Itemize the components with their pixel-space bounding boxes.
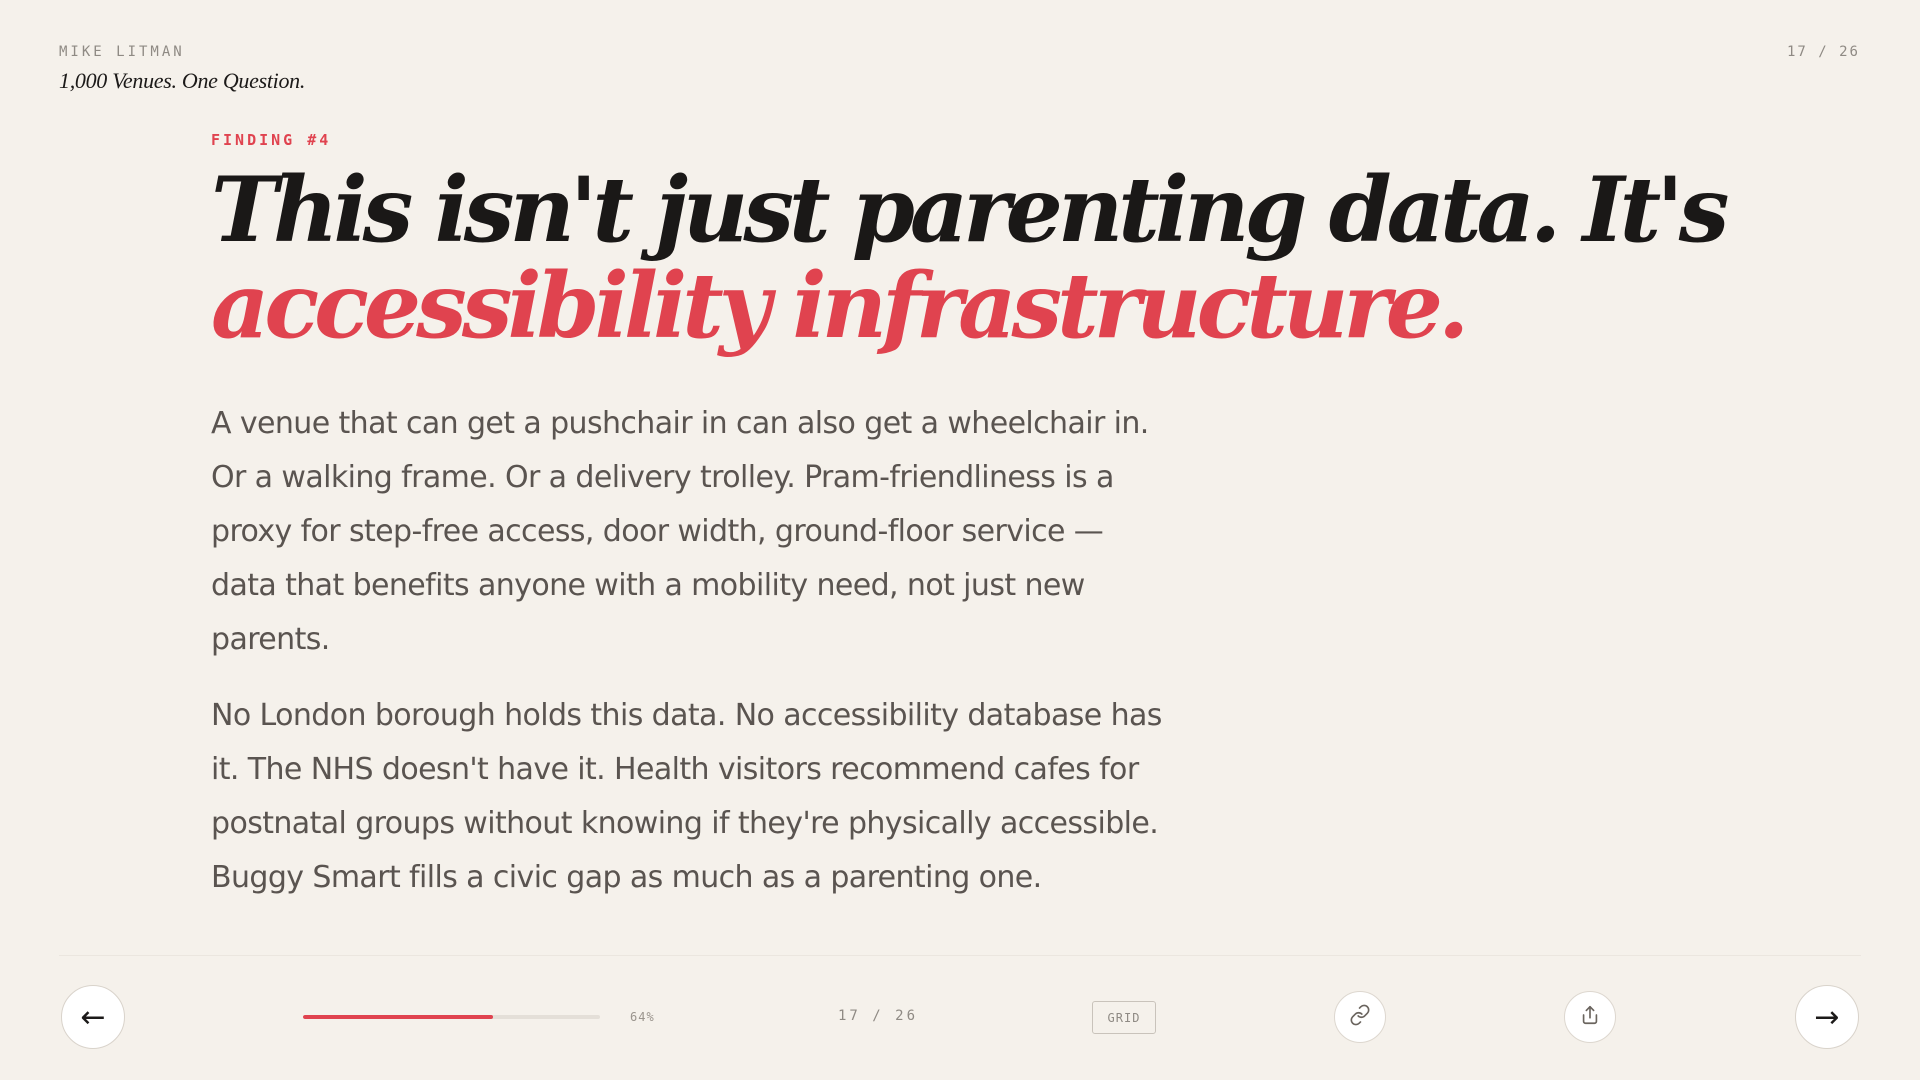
deck-title: 1,000 Venues. One Question. xyxy=(59,68,306,93)
progress-percent: 64% xyxy=(630,1010,655,1024)
footer-divider xyxy=(59,955,1861,956)
progress-bar-fill xyxy=(303,1015,493,1019)
slide-headline xyxy=(211,157,1771,359)
author-name: MIKE LITMAN xyxy=(59,44,185,60)
grid-view-button[interactable]: GRID xyxy=(1092,1001,1156,1034)
body-paragraph-1: A venue that can get a pushchair in can also get a wheelchair in. Or a walking frame. Or a delivery trolley. Pram-friendliness is a proxy for step-free access, door width, ground-floor service — data that benefits anyone with a mobility need, not just new parents. xyxy=(211,406,1149,657)
arrow-left-icon: ← xyxy=(80,999,106,1035)
arrow-right-icon: → xyxy=(1814,999,1840,1035)
progress-bar xyxy=(303,1015,600,1019)
previous-slide-button[interactable] xyxy=(61,985,125,1049)
headline-accent: accessibility infrastructure. xyxy=(211,253,1465,359)
bottom-slide-counter: 17 / 26 xyxy=(838,1008,919,1024)
next-slide-button[interactable] xyxy=(1795,985,1859,1049)
copy-link-button[interactable] xyxy=(1334,991,1386,1043)
finding-eyebrow: FINDING #4 xyxy=(211,131,332,149)
link-icon xyxy=(1349,1004,1371,1031)
headline-main: This isn't just parenting data. It's xyxy=(211,157,1725,263)
share-icon xyxy=(1579,1004,1601,1031)
share-button[interactable] xyxy=(1564,991,1616,1043)
body-copy xyxy=(211,397,1171,927)
body-paragraph-2: No London borough holds this data. No accessibility database has it. The NHS doesn't have it. Health visitors recommend cafes for postnatal groups without knowing if they're physically accessible. Buggy Smart fills a civic gap as much as a parenting one. xyxy=(211,698,1162,895)
top-slide-counter: 17 / 26 xyxy=(1786,44,1860,60)
